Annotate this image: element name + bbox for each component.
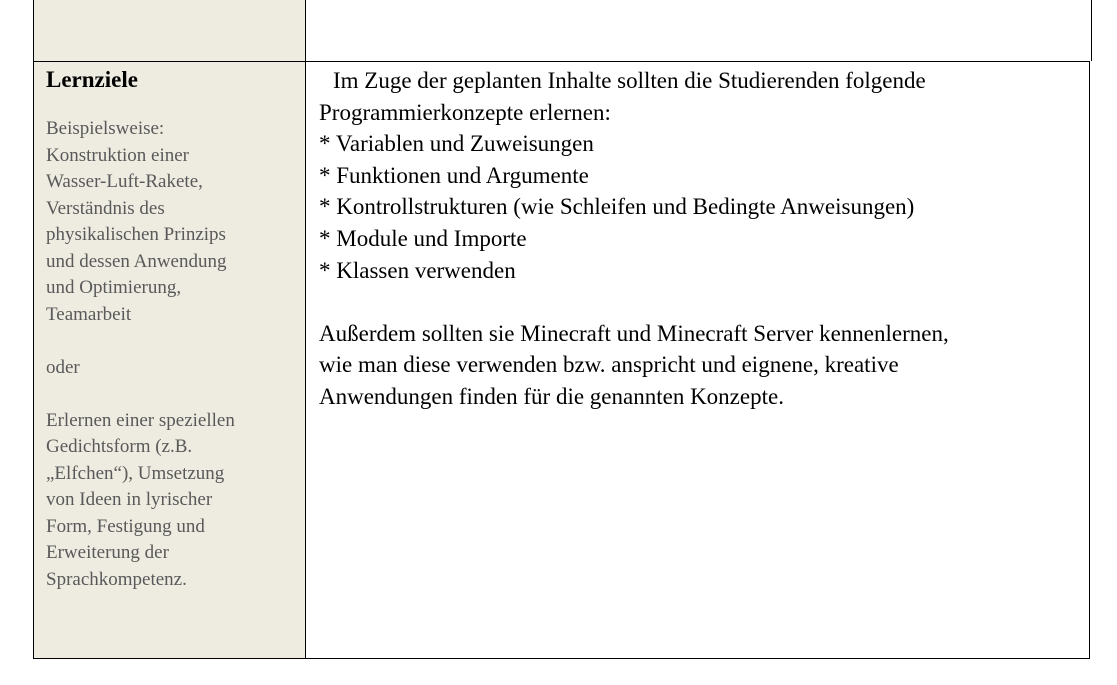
section-heading: Lernziele <box>46 67 138 92</box>
closing-line: wie man diese verwenden bzw. anspricht und eignene, kreative <box>319 352 899 378</box>
example-hint-2 <box>46 408 295 594</box>
hint-line: „Elfchen“), Umsetzung <box>46 462 225 484</box>
intro-line: Im Zuge der geplanten Inhalte sollten die Studierenden folgende <box>333 68 926 93</box>
label-cell <box>34 62 306 658</box>
hint-line: Konstruktion einer <box>46 144 190 166</box>
content-cell <box>306 62 1088 658</box>
bullet-item: * Module und Importe <box>319 225 527 251</box>
paragraph-spacer <box>319 286 1080 318</box>
hint-line: Erweiterung der <box>46 542 169 563</box>
bullet-item: * Funktionen und Argumente <box>319 162 589 188</box>
closing-line: Außerdem sollten sie Minecraft und Minecraft Server kennenlernen, <box>319 320 949 346</box>
table-row-lernziele <box>33 61 1090 659</box>
hint-line: Sprachkompetenz. <box>46 568 187 590</box>
bullet-item: * Variablen und Zuweisungen <box>319 131 594 157</box>
hint-line: Form, Festigung und <box>46 515 205 537</box>
hint-line: und dessen Anwendung <box>46 250 227 272</box>
separator-text: oder <box>46 356 80 378</box>
bullet-item: * Kontrollstrukturen (wie Schleifen und Bedingte Anweisungen) <box>319 194 915 220</box>
hint-line: physikalischen Prinzips <box>46 224 226 245</box>
hint-line: Erlernen einer speziellen <box>46 409 235 431</box>
hint-line: Beispielsweise: <box>46 118 165 139</box>
example-hint-1 <box>46 116 295 328</box>
hint-line: Gedichtsform (z.B. <box>46 436 193 457</box>
intro-line: Programmierkonzepte erlernen: <box>319 99 611 125</box>
hint-line: Wasser-Luft-Rakete, <box>46 171 203 192</box>
hint-line: Teamarbeit <box>46 303 132 325</box>
hint-line: und Optimierung, <box>46 277 182 298</box>
table-row-previous <box>33 0 1092 61</box>
closing-line: Anwendungen finden für die genannten Konzepte. <box>319 383 784 409</box>
bullet-item: * Klassen verwenden <box>319 257 516 283</box>
previous-label-cell <box>34 0 306 61</box>
hint-line: Verständnis des <box>46 197 165 219</box>
hint-line: von Ideen in lyrischer <box>46 489 213 510</box>
